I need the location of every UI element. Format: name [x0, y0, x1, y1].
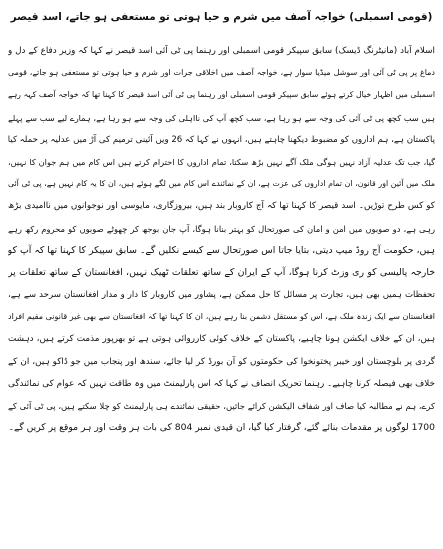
article-line: پاکستان ہے، ہم اداروں کو مضبوط دیکھنا چاہتے ہیں، انہوں نے کہا کہ 26 ویں آئینی ترمیم کی آڑ میں عدلیہ پر حملہ کیا: [8, 134, 435, 145]
article-line: گیا، جب تک عدلیہ آزاد نہیں ہوگی ملک آگے نہیں بڑھ سکتا، تمام اداروں کا احترام کرتے ہیں اس کام میں ہم جوان کا نہیں،: [8, 156, 435, 167]
article-headline: (قومی اسمبلی) خواجہ آصف میں شرم و حیا ہوتی تو مستعفی ہو جاتے، اسد قیصر: [10, 11, 433, 23]
article-line: تحفظات ہمیں بھی ہیں، تجارت پر مسائل کا حل ممکن ہے، پشاور میں کاروبار کا دار و مدار افغانستان سرحد سے ہے،: [8, 290, 435, 301]
article-line: رہی ہے، دو صوبوں میں امن و امان کی صورتحال کو بہتر بنانا ہوگا، آپ جان بوجھ کر چھوٹے صوبوں کو محروم رکھ رہے: [8, 223, 435, 234]
article-line: کرے، ہم نے مطالبہ کیا صاف اور شفاف الیکشن کرائے جائیں، حقیقی نمائندے ہی پارلیمنٹ کو چلا سکتے ہیں، پی ٹی آئی کے: [8, 401, 435, 411]
article-line: افغانستان سے ایک زندہ ملک ہے، اس کو مستقل دشمن بنا رہے ہیں، ان کا کہنا تھا کہ افغانستان سے بھی غیر قانونی مقیم افراد: [8, 312, 435, 322]
article-line: خلاف بھی فیصلہ کرنا چاہیے۔ رہنما تحریک انصاف نے کہا کہ اس پارلیمنٹ میں وہ طاقت نہیں کہ عوام کی نمائندگی: [8, 378, 435, 389]
article-line: ملک میں آئین اور قانون، ان تمام اداروں کی عزت ہے، ان کے نمائندے اس کام میں لگے ہوئے ہیں، ان کا یہ کام نہیں ہے، پی ٹی آئی: [8, 179, 435, 189]
article-line: اسمبلی میں اظہار خیال کرتے ہوئے سابق سپیکر قومی اسمبلی اور رہنما پی ٹی آئی اسد قیصر کا کہنا تھا کہ خواجہ آصف کہہ رہے: [8, 90, 435, 100]
article-body: [8, 40, 435, 439]
article-line: اسلام آباد (مانیٹرنگ ڈیسک) سابق سپیکر قومی اسمبلی اور رہنما پی ٹی آئی اسد قیصر نے کہا کہ وزیر دفاع کے دل و: [8, 46, 435, 56]
article-line: دماغ پر پی ٹی آئی اور سوشل میڈیا سوار ہے، خواجہ آصف میں اخلاقی جرات اور شرم و حیا ہوتی تو مستعفی ہو جاتے، قومی: [8, 68, 435, 78]
article-line: 1700 لوگوں پر مقدمات بنائے گئے، گرفتار کیا گیا، ان قیدی نمبر 804 کی بات ہر وقت اور ہر موقع پر کریں گے۔: [8, 422, 435, 434]
article-line: ہیں، ان کے خلاف ایکشن ہونا چاہیے، پاکستان کے خلاف کوئی کارروائی ہوتی ہے تو بھرپور مذمت کرتے ہیں، دہشت: [8, 334, 435, 345]
article-line: ہیں سب کچھ پی ٹی آئی کی وجہ سے ہو رہا ہے، سب کچھ آپ کی نااہلی کی وجہ سے ہو رہا ہے، ہمارے لیے سب سے پہلے: [8, 112, 435, 123]
article-line: خارجہ پالیسی کو ری وزٹ کرنا ہوگا، آپ کے ایران کے ساتھ تعلقات ٹھیک نہیں، افغانستان کے ساتھ تعلقات پر: [8, 266, 435, 278]
article-line: کو کس طرح توڑیں۔ اسد قیصر کا کہنا تھا کہ آج کاروبار بند ہیں، بیروزگاری، مایوسی اور نوجوانوں میں ناامیدی بڑھ: [8, 201, 435, 212]
article-line: گردی پر بلوچستان اور خیبر پختونخوا کی حکومتوں کو آن بورڈ کر لیا جائے، سندھ اور پنجاب میں جو ڈاکو ہیں، ان کے: [8, 356, 435, 367]
article-line: ہیں، حکومت آج روڈ میپ دیتی، بتایا جاتا اس صورتحال سے کیسے نکلیں گے۔ سابق سپیکر کا کہنا تھا کہ آپ کو: [8, 244, 435, 256]
